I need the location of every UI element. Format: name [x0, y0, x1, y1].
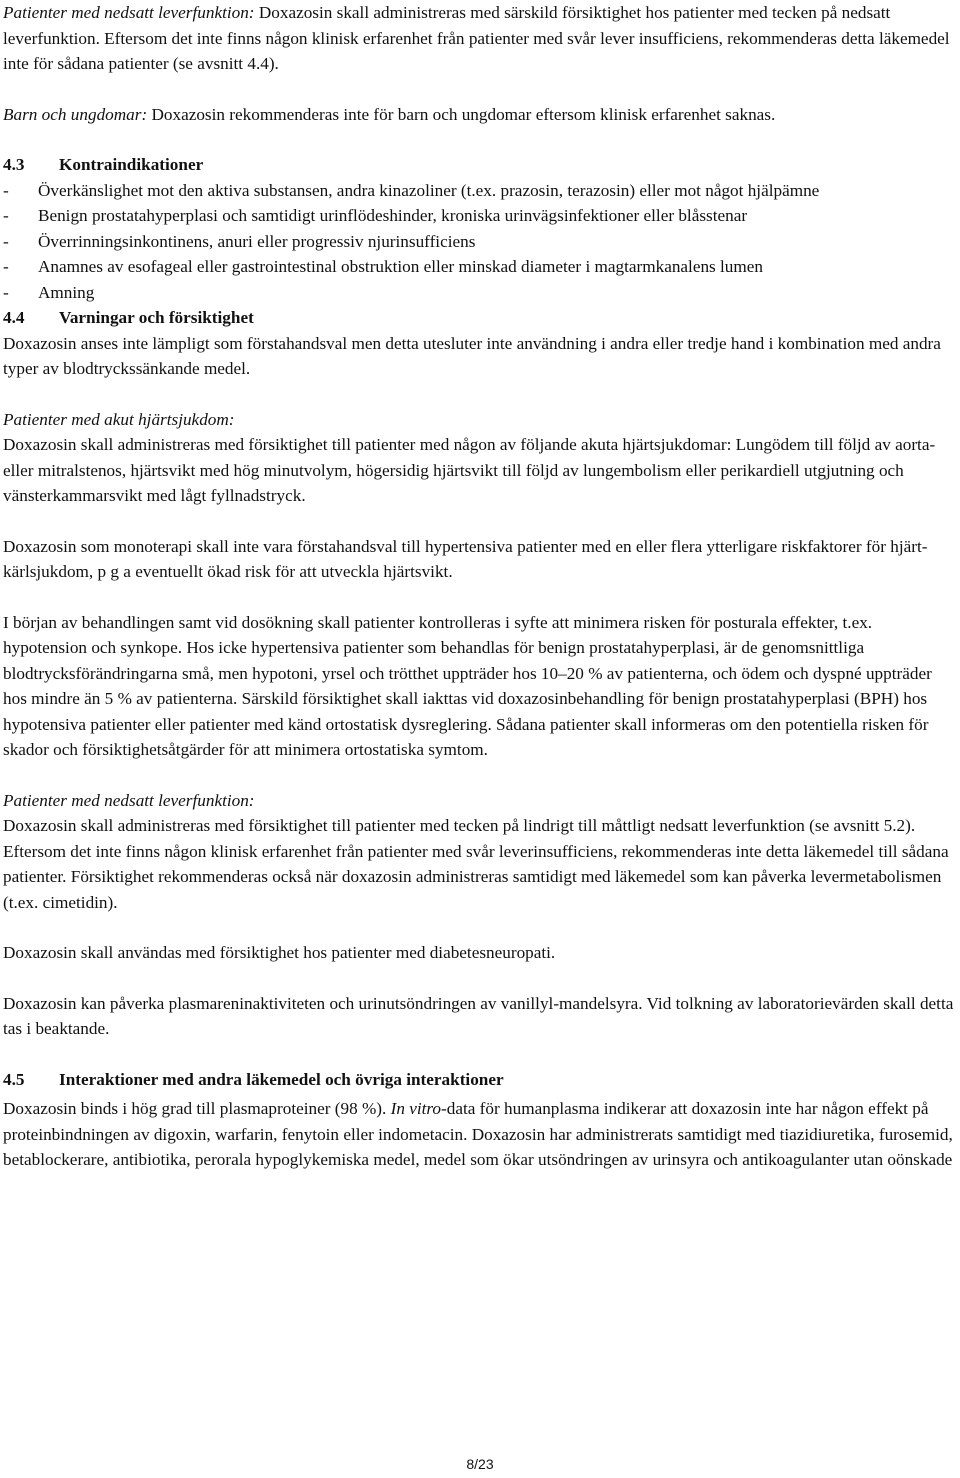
list-item [3, 229, 955, 255]
interaction-text-b: -data för humanplasma indikerar att doxazosin inte har någon effekt på proteinbindningen av digoxin, warfarin, fenytoin eller indometacin. Doxazosin har administrerats samtidigt med tiazidiuretika, furosemid, betablockerare, antibiotika, perorala hypoglykemiska medel, medel som ökar utsöndringen av urinsyra och antikoagulanter utan oönskade [3, 1099, 953, 1169]
children-text: Doxazosin rekommenderas inte för barn och ungdomar eftersom klinisk erfarenhet saknas. [147, 104, 776, 124]
list-item [3, 178, 955, 204]
document-page [3, 0, 955, 1173]
treatment-start-paragraph: I början av behandlingen samt vid dosökning skall patienter kontrolleras i syfte att minimera risken för posturala effekter, t.ex. hypotension och synkope. Hos icke hypertensiva patienter som behandlas för benign prostatahyperplasi, är de genomsnittliga blodtrycksförändringarna små, men hypotoni, yrsel och trötthet uppträder hos 10–20 % av patienterna, och ödem och dyspné uppträder hos mindre än 5 % av patienterna. Särskild försiktighet skall iakttas vid doxazosinbehandling för benign prostatahyperplasi (BPH) hos hypotensiva patienter eller patienter med känd ortostatisk dysreglering. Sådana patienter skall informeras om den potentiella risken för skador och försiktighetsåtgärder för att minimera ortostatiska symtom. [3, 612, 932, 759]
list-item-text: Överkänslighet mot den aktiva substansen, andra kinazoliner (t.ex. prazosin, terazosin) eller mot något hjälpämne [38, 180, 820, 200]
interaction-text-italic: In vitro [390, 1099, 442, 1118]
first-line-paragraph: Doxazosin anses inte lämpligt som förstahandsval men detta utesluter inte användning i andra eller tredje hand i kombination med andra typer av blodtryckssänkande medel. [3, 333, 941, 378]
dash-bullet: - [3, 206, 9, 225]
liver-label-intro: Patienter med nedsatt leverfunktion: [3, 3, 255, 22]
laboratory-paragraph: Doxazosin kan påverka plasmareninaktiviteten och urinutsöndringen av vanillyl-mandelsyra. Vid tolkning av laboratorievärden skall detta tas i beaktande. [3, 993, 954, 1038]
heart-label: Patienter med akut hjärtsjukdom: [3, 409, 235, 429]
list-item [3, 254, 955, 280]
heart-paragraph: Doxazosin skall administreras med försiktighet till patienter med någon av följande akuta hjärtsjukdomar: Lungödem till följd av aorta- eller mitralstenos, hjärtsvikt med hög minutvolym, högersidig hjärtsvikt till följd av lungembolism eller perikardiell utgjutning och vänsterkammarsvikt med lågt fyllnadstryck. [3, 435, 936, 505]
liver-text-intro: Doxazosin skall administreras med särskild försiktighet hos patienter med tecken på nedsatt leverfunktion. Eftersom det inte finns någon klinisk erfarenhet från patienter med svår lever insufficiens, rekommenderas detta läkemedel inte för sådana patienter (se avsnitt 4.4). [3, 3, 950, 73]
dash-bullet: - [3, 257, 9, 276]
liver-paragraph: Doxazosin skall administreras med försiktighet till patienter med tecken på lindrigt till måttligt nedsatt leverfunktion (se avsnitt 5.2). Eftersom det inte finns någon klinisk erfarenhet från patienter med svår leverinsufficiens, rekommenderas inte detta läkemedel till sådana patienter. Försiktighet rekommenderas också när doxazosin administreras samtidigt med läkemedel som kan påverka levermetabolismen (t.ex. cimetidin). [3, 816, 949, 912]
dash-bullet: - [3, 231, 9, 251]
dash-bullet: - [3, 180, 9, 200]
children-paragraph [3, 102, 955, 128]
list-item-text: Benign prostatahyperplasi och samtidigt urinflödeshinder, kroniska urinvägsinfektioner eller blåsstenar [38, 206, 748, 225]
page-number: 8/23 [466, 1456, 494, 1472]
section-4-3-title: Kontraindikationer [59, 155, 204, 174]
liver-paragraph-intro [3, 0, 955, 77]
diabetes-paragraph: Doxazosin skall användas med försiktighet hos patienter med diabetesneuropati. [3, 943, 556, 962]
list-item-text: Överrinningsinkontinens, anuri eller progressiv njurinsufficiens [38, 231, 476, 251]
dash-bullet: - [3, 282, 9, 302]
list-item-text: Amning [38, 282, 95, 302]
section-4-5-number: 4.5 [3, 1069, 25, 1089]
section-4-4-heading [3, 305, 955, 331]
section-4-5-heading [3, 1067, 955, 1093]
section-4-5-title: Interaktioner med andra läkemedel och övriga interaktioner [59, 1069, 504, 1089]
children-label: Barn och ungdomar: [3, 104, 148, 124]
section-4-3-heading [3, 152, 955, 178]
list-item [3, 280, 955, 306]
list-item [3, 203, 955, 229]
section-4-3-number: 4.3 [3, 155, 25, 174]
section-4-4-title: Varningar och försiktighet [59, 308, 254, 327]
liver-label: Patienter med nedsatt leverfunktion: [3, 790, 255, 810]
monotherapy-paragraph: Doxazosin som monoterapi skall inte vara förstahandsval till hypertensiva patienter med en eller flera ytterligare riskfaktorer för hjärt-kärlsjukdom, p g a eventuellt ökad risk för att utveckla hjärtsvikt. [3, 536, 928, 581]
section-4-4-number: 4.4 [3, 308, 25, 327]
list-item-text: Anamnes av esofageal eller gastrointestinal obstruktion eller minskad diameter i magtarmkanalens lumen [38, 257, 763, 276]
interaction-paragraph [3, 1096, 955, 1173]
contraindication-list [3, 178, 955, 306]
interaction-text-a: Doxazosin binds i hög grad till plasmaproteiner (98 %). [3, 1099, 391, 1118]
